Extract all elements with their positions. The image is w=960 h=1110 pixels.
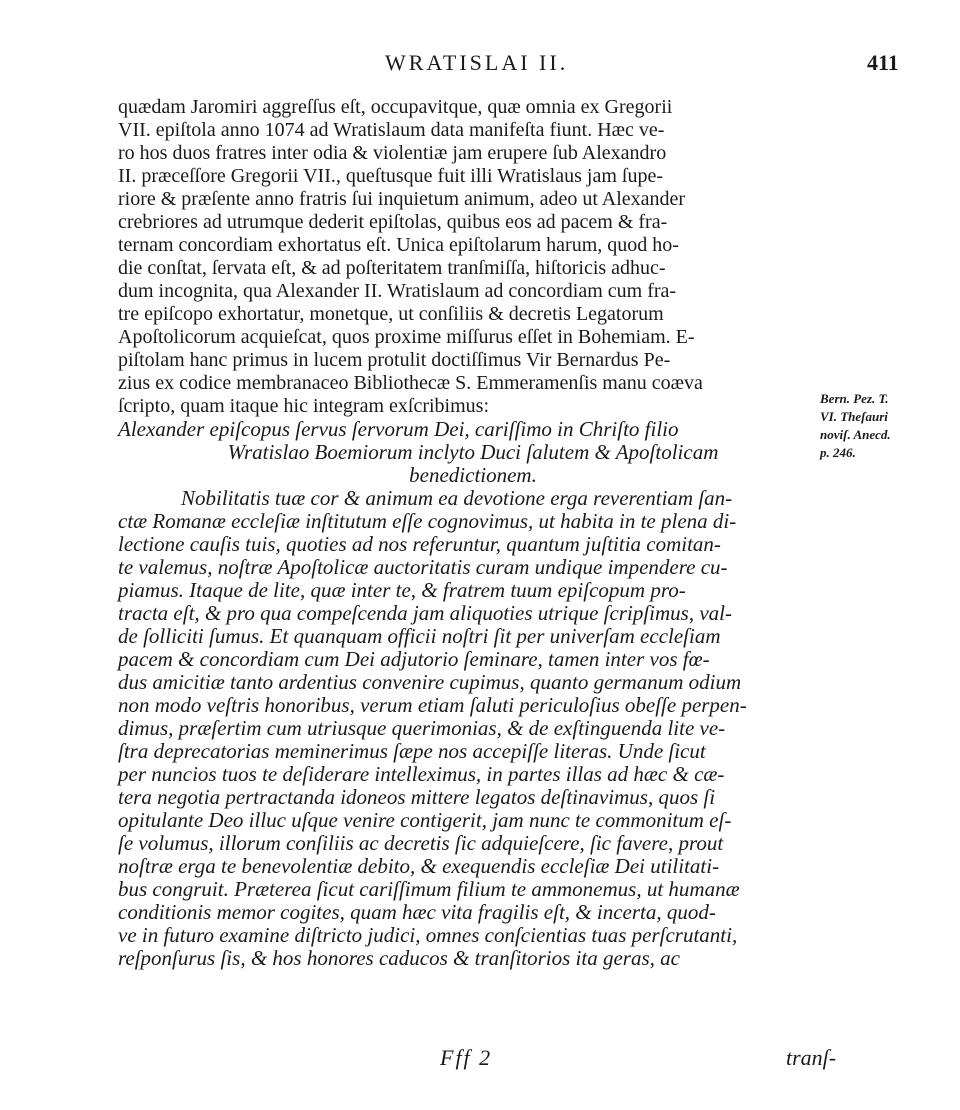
letter-line: noſtræ erga te benevolentiæ debito, & exequendis eccleſiæ Dei utilitati-: [118, 854, 720, 878]
text-line: ro hos duos fratres inter odia & violentiæ jam erupere ſub Alexandro: [118, 142, 667, 164]
letter-line: dimus, præſertim cum utriusque querimonias, & de exſtinguenda lite ve-: [118, 716, 726, 740]
text-line: II. præceſſore Gregorii VII., queſtusque fuit illi Wratislaus jam ſupe-: [118, 165, 663, 187]
letter-line: de ſolliciti ſumus. Et quanquam officii noſtri ſit per univerſam eccleſiam: [118, 624, 721, 648]
text-line: ternam concordiam exhortatus eſt. Unica epiſtolarum harum, quod ho-: [118, 234, 679, 256]
signature-mark: Fff 2: [440, 1045, 493, 1070]
letter-line: ſe volumus, illorum conſiliis ac decretis ſic adquieſcere, ſic favere, prout: [118, 831, 724, 855]
text-line: tre epiſcopo exhortatur, monetque, ut conſiliis & decretis Legatorum: [118, 303, 664, 325]
text-line: ſcripto, quam itaque hic integram exſcribimus:: [118, 395, 490, 417]
letter-line: ctæ Romanæ eccleſiæ inſtitutum eſſe cognovimus, ut habita in te plena di-: [118, 509, 737, 533]
text-line: VII. epiſtola anno 1074 ad Wratislaum data manifeſta fiunt. Hæc ve-: [118, 119, 665, 141]
text-line: riore & præſente anno fratris ſui inquietum animum, adeo ut Alexander: [118, 188, 686, 210]
margin-note-line: VI. Theſauri: [820, 409, 888, 424]
text-line: Apoſtolicorum acquieſcat, quos proxime miſſurus eſſet in Bohemiam. E-: [118, 326, 695, 348]
catchword: tranſ-: [786, 1045, 837, 1070]
letter-line: ſtra deprecatorias meminerimus ſæpe nos accepiſſe literas. Unde ſicut: [118, 739, 706, 763]
letter-line: dus amicitiæ tanto ardentius convenire cupimus, quanto germanum odium: [118, 670, 742, 694]
letter-line: te valemus, noſtræ Apoſtolicæ auctoritatis curam undique impendere cu-: [118, 555, 728, 579]
letter-line: conditionis memor cogites, quam hæc vita fragilis eſt, & incerta, quod-: [118, 900, 716, 924]
letter-line: pacem & concordiam cum Dei adjutorio ſeminare, tamen inter vos fœ-: [118, 647, 710, 671]
text-line: piſtolam hanc primus in lucem protulit doctiſſimus Vir Bernardus Pe-: [118, 349, 671, 371]
letter-line: piamus. Itaque de lite, quæ inter te, & fratrem tuum epiſcopum pro-: [118, 578, 686, 602]
margin-note-line: Bern. Pez. T.: [820, 391, 889, 406]
letter-address-line: benedictionem.: [409, 463, 537, 487]
letter-line: ve in futuro examine diſtricto judici, omnes conſcientias tuas perſcrutanti,: [118, 923, 738, 947]
letter-line: lectione cauſis tuis, quoties ad nos referuntur, quantum juſtitia comitan-: [118, 532, 721, 556]
letter-line: per nuncios tuos te deſiderare intelleximus, in partes illas ad hæc & cæ-: [118, 762, 725, 786]
letter-line: tracta eſt, & pro qua compeſcenda jam aliquoties utrique ſcripſimus, val-: [118, 601, 732, 625]
letter-line: bus congruit. Præterea ſicut cariſſimum filium te ammonemus, ut humanæ: [118, 877, 740, 901]
text-line: zius ex codice membranaceo Bibliothecæ S. Emmeramenſis manu coæva: [118, 372, 703, 394]
text-line: dum incognita, qua Alexander II. Wratislaum ad concordiam cum fra-: [118, 280, 677, 302]
letter-line: opitulante Deo illuc uſque venire contigerit, jam nunc te commonitum eſ-: [118, 808, 732, 832]
margin-note-line: noviſ. Anecd.: [820, 427, 891, 442]
text-line: die conſtat, ſervata eſt, & ad poſteritatem tranſmiſſa, hiſtoricis adhuc-: [118, 257, 666, 279]
letter-line: reſponſurus ſis, & hos honores caducos & tranſitorios ita geras, ac: [118, 946, 680, 970]
running-head: WRATISLAI II.: [385, 50, 569, 75]
body-text: [118, 96, 828, 970]
letter-address-line: Alexander epiſcopus ſervus ſervorum Dei, cariſſimo in Chriſto filio: [118, 417, 679, 441]
text-line: quædam Jaromiri aggreſſus eſt, occupavitque, quæ omnia ex Gregorii: [118, 96, 673, 118]
letter-line: Nobilitatis tuæ cor & animum ea devotione erga reverentiam ſan-: [181, 486, 733, 510]
text-line: crebriores ad utrumque dederit epiſtolas, quibus eos ad pacem & fra-: [118, 211, 668, 233]
page-number: 411: [867, 50, 899, 75]
margin-note-line: p. 246.: [820, 445, 856, 460]
letter-line: non modo veſtris honoribus, verum etiam ſaluti periculoſius obeſſe perpen-: [118, 693, 747, 717]
margin-note: [820, 390, 940, 462]
letter-address-line: Wratislao Boemiorum inclyto Duci ſalutem & Apoſtolicam: [227, 440, 719, 464]
letter-line: tera negotia pertractanda idoneos mittere legatos deſtinavimus, quos ſi: [118, 785, 716, 809]
